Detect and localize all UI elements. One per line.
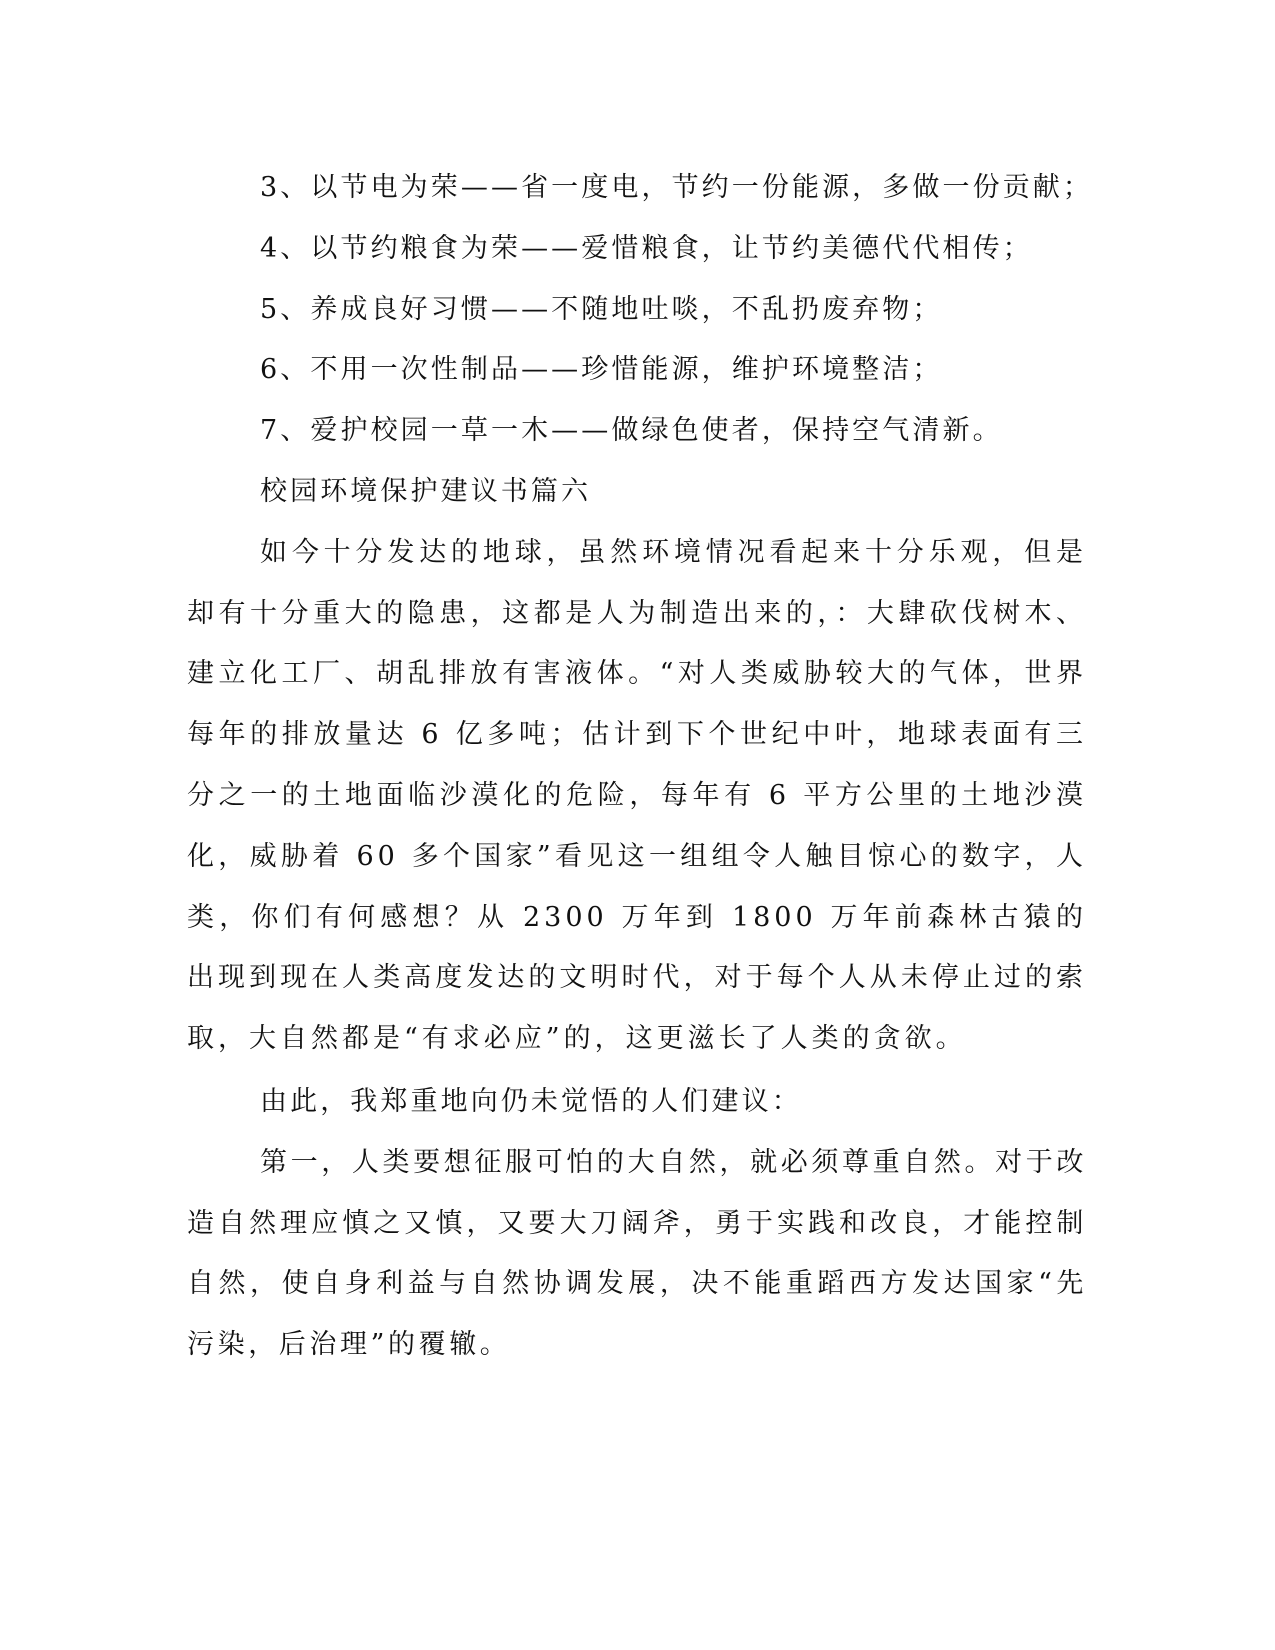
list-item: 4、以节约粮食为荣——爱惜粮食，让节约美德代代相传； — [260, 232, 1033, 264]
paragraph: 如今十分发达的地球，虽然环境情况看起来十分乐观，但是却有十分重大的隐患，这都是人为制造出来的，：大肆砍伐树木、建立化工厂、胡乱排放有害液体。“对人类威胁较大的气体，世界每年的排放量达 6 亿多吨；估计到下个世纪中叶，地球表面有三分之一的土地面临沙漠化的危险，每年有 6 平方公里的土地沙漠化，威胁着 60 多个国家”看见这一组组令人触目惊心的数字，人类，你们有何感想？从 2300 万年到 1800 万年前森林古猿的出现到现在人类高度发达的文明时代，对于每个人从未停止过的索取，大自然都是“有求必应”的，这更滋长了人类的贪欲。 — [187, 536, 1087, 1055]
section-heading: 校园环境保护建议书篇六 — [260, 475, 592, 507]
paragraph: 由此，我郑重地向仍未觉悟的人们建议： — [260, 1085, 802, 1117]
list-item: 5、养成良好习惯——不随地吐啖，不乱扔废弃物； — [260, 293, 943, 325]
list-item: 6、不用一次性制品——珍惜能源，维护环境整洁； — [260, 354, 943, 386]
list-item: 7、爱护校园一草一木——做绿色使者，保持空气清新。 — [260, 415, 1003, 447]
document-body — [187, 158, 1093, 1376]
paragraph: 第一，人类要想征服可怕的大自然，就必须尊重自然。对于改造自然理应慎之又慎，又要大刀阔斧，勇于实践和改良，才能控制自然，使自身利益与自然协调发展，决不能重蹈西方发达国家“先污染，后治理”的覆辙。 — [187, 1146, 1087, 1361]
list-item: 3、以节电为荣——省一度电，节约一份能源，多做一份贡献； — [260, 172, 1093, 203]
